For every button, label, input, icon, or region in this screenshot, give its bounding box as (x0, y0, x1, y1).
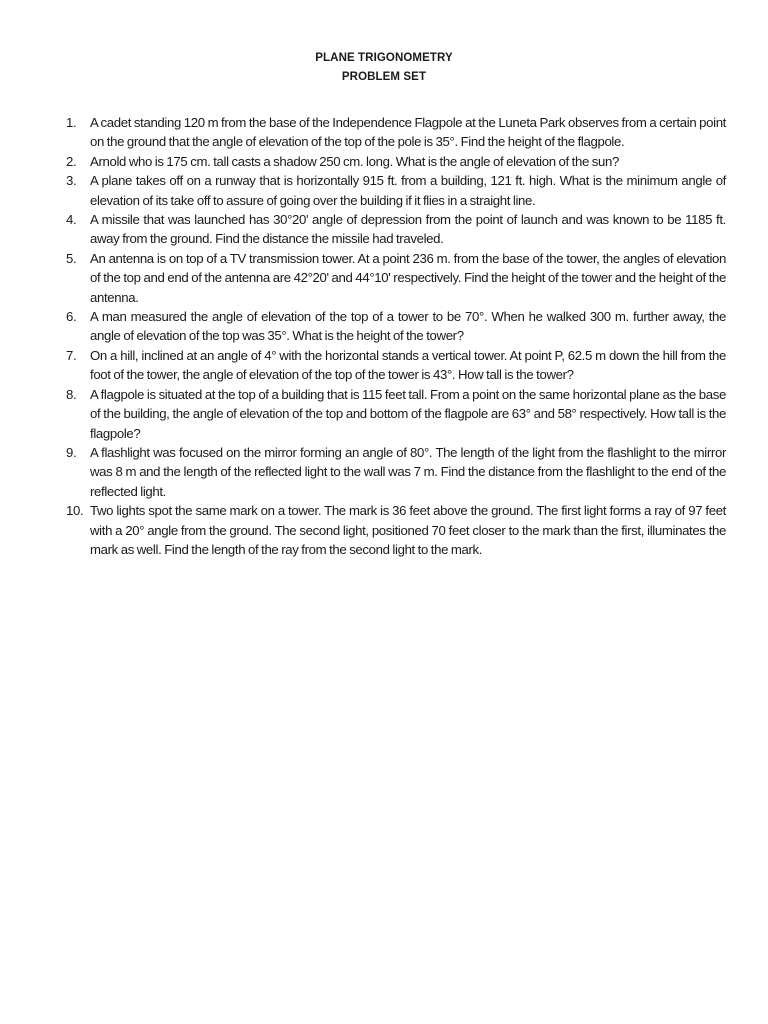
problem-text: A man measured the angle of elevation of the top of a tower to be 70°. When he walked 300 m. further away, the angle of elevation of the top was 35°. What is the height of the tower? (90, 309, 726, 344)
problem-number: 8. (66, 386, 77, 402)
problem-number: 5. (66, 250, 77, 266)
problem-number: 7. (66, 347, 77, 363)
problem-list (66, 113, 726, 559)
problem-item-1 (66, 113, 726, 152)
problem-item-10 (66, 501, 726, 559)
problem-item-8 (66, 385, 726, 443)
problem-number: 3. (66, 173, 77, 189)
problem-text: A cadet standing 120 m from the base of the Independence Flagpole at the Luneta Park observes from a certain point on the ground that the angle of elevation of the top of the pole is 35°. Find the height of the flagpole. (90, 115, 726, 150)
title-line-2: PROBLEM SET (341, 71, 427, 83)
problem-item-4 (66, 210, 726, 249)
problem-item-6 (66, 307, 726, 346)
problem-item-5 (66, 249, 726, 307)
problem-number: 10. (66, 503, 84, 519)
problem-text: Two lights spot the same mark on a tower. The mark is 36 feet above the ground. The first light forms a ray of 97 feet with a 20° angle from the ground. The second light, positioned 70 feet closer to the mark than the first, illuminates the mark as well. Find the length of the ray from the second light to the mark. (90, 503, 726, 557)
problem-number: 9. (66, 444, 77, 460)
problem-item-2 (66, 152, 726, 171)
problem-text: An antenna is on top of a TV transmission tower. At a point 236 m. from the base of the tower, the angles of elevation of the top and end of the antenna are 42°20' and 44°10' respectively. Find the height of the tower and the height of the antenna. (90, 250, 726, 305)
problem-item-7 (66, 346, 726, 385)
problem-text: On a hill, inclined at an angle of 4° with the horizontal stands a vertical tower. At point P, 62.5 m down the hill from the foot of the tower, the angle of elevation of the top of the tower is 43°. How tall is the tower? (90, 347, 726, 383)
problem-number: 2. (66, 153, 77, 169)
problem-text: Arnold who is 175 cm. tall casts a shadow 250 cm. long. What is the angle of elevation of the sun? (90, 153, 619, 169)
problem-item-3 (66, 171, 726, 210)
problem-number: 1. (66, 115, 77, 130)
document-title (0, 49, 768, 87)
problem-number: 4. (66, 212, 77, 228)
title-line-1: PLANE TRIGONOMETRY (315, 52, 453, 64)
problem-number: 6. (66, 309, 77, 325)
problem-text: A plane takes off on a runway that is horizontally 915 ft. from a building, 121 ft. high. What is the minimum angle of elevation of its take off to assure of going over the building if it flies in a straight line. (90, 173, 726, 208)
problem-text: A missile that was launched has 30°20' angle of depression from the point of launch and was known to be 1185 ft. away from the ground. Find the distance the missile had traveled. (90, 212, 726, 247)
problem-text: A flashlight was focused on the mirror forming an angle of 80°. The length of the light from the flashlight to the mirror was 8 m and the length of the reflected light to the wall was 7 m. Find the distance from the flashlight to the end of the reflected light. (90, 444, 726, 499)
problem-item-9 (66, 443, 726, 501)
problem-text: A flagpole is situated at the top of a building that is 115 feet tall. From a point on the same horizontal plane as the base of the building, the angle of elevation of the top and bottom of the flagpole are 63° and 58° respectively. How tall is the flagpole? (90, 386, 726, 441)
